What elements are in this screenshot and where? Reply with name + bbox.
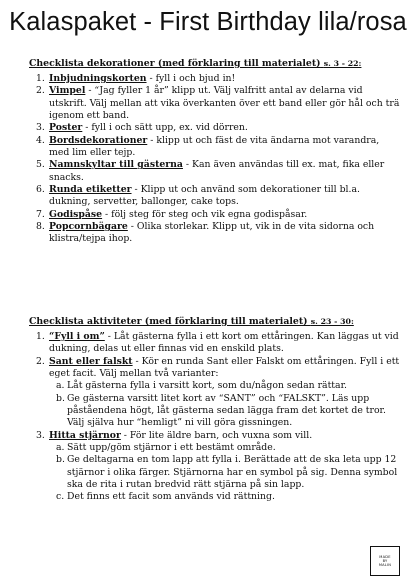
item-number: 3. <box>36 122 45 134</box>
sub-item-letter: a. <box>56 442 65 454</box>
item-term: Namnskyltar till gästerna <box>49 159 183 171</box>
logo-line: MADE <box>379 554 391 559</box>
activities-pages: s. 23 - 30: <box>310 317 354 326</box>
decorations-pages: s. 3 - 22: <box>323 59 362 68</box>
item-term: Bordsdekorationer <box>49 134 148 146</box>
item-term: Popcornbägare <box>49 221 128 233</box>
sub-item-letter: c. <box>56 491 65 503</box>
sub-list-item <box>56 392 402 430</box>
sub-list <box>49 442 402 504</box>
logo-line: BY <box>382 558 388 563</box>
item-number: 4. <box>36 134 45 146</box>
page-title: Kalaspaket - First Birthday lila/rosa <box>9 8 407 36</box>
item-number: 7. <box>36 208 45 220</box>
sub-item-text: Ge deltagarna en tom lapp att fylla i. Berättade att de ska leta upp 12 stjärnor i olika färger. Stjärnorna har en symbol på sig. Denna symbol ska de rita i rutan bredvid rätt stjärna på sin lapp. <box>67 454 398 491</box>
list-item <box>36 331 402 356</box>
item-number: 2. <box>36 355 45 367</box>
list-item <box>36 184 402 209</box>
item-text: - Kör en runda Sant eller Falskt om ettåringen. Fyll i ett eget facit. Välj mellan två varianter: <box>49 355 400 380</box>
item-term: Hitta stjärnor <box>49 429 121 441</box>
activities-section <box>29 315 402 504</box>
item-term: Sant eller falskt <box>49 355 133 367</box>
item-term: Runda etiketter <box>49 184 132 196</box>
logo-line: MALIN <box>378 563 392 568</box>
sub-item-text: Sätt upp/göm stjärnor i ett bestämt område. <box>67 442 276 454</box>
sub-item-letter: b. <box>56 392 65 404</box>
item-term: Vimpel <box>49 85 86 97</box>
sub-item-text: Ge gästerna varsitt litet kort av “SANT” och “FALSKT”. Läs upp påståendena högt, låt gästerna sedan lägga fram det kortet de tror. Välj själva hur “hemligt” ni vill göra gissningen. <box>67 392 386 429</box>
item-term: “Fyll i om” <box>49 331 105 342</box>
list-item <box>36 355 402 430</box>
item-number: 1. <box>36 73 45 84</box>
made-by-malin-logo <box>370 546 400 576</box>
sub-list <box>49 380 402 429</box>
sub-list-item <box>56 491 402 503</box>
item-number: 6. <box>36 184 45 196</box>
item-text: - fyll i och bjud in! <box>146 73 236 84</box>
list-item <box>36 134 402 160</box>
item-text: - Kan även användas till ex. mat, fika eller snacks. <box>49 159 385 183</box>
item-number: 1. <box>36 331 45 342</box>
item-number: 3. <box>36 429 45 441</box>
sub-list-item <box>56 442 402 454</box>
item-number: 2. <box>36 85 45 97</box>
list-item <box>36 122 402 134</box>
item-number: 5. <box>36 159 45 171</box>
sub-item-text: Låt gästerna fylla i varsitt kort, som du/någon sedan rättar. <box>67 380 347 392</box>
decorations-heading <box>29 57 402 70</box>
list-item <box>36 159 402 184</box>
sub-list-item <box>56 380 402 392</box>
sub-item-letter: b. <box>56 454 65 466</box>
item-term: Godispåse <box>49 208 103 220</box>
sub-item-text: Det finns ett facit som används vid rättning. <box>67 491 275 503</box>
list-item <box>36 73 402 85</box>
item-text: - fyll i och sätt upp, ex. vid dörren. <box>82 122 248 134</box>
list-item <box>36 208 402 221</box>
item-text: - Klipp ut och använd som dekorationer till bl.a. dukning, servetter, ballonger, cake tops. <box>49 184 360 208</box>
list-item <box>36 429 402 504</box>
sub-item-letter: a. <box>56 380 65 392</box>
decorations-heading-text: Checklista dekorationer (med förklaring till materialet) <box>29 58 321 69</box>
list-item <box>36 85 402 122</box>
item-text: - Låt gästerna fylla i ett kort om ettåringen. Kan läggas ut vid dukning, delas ut eller finnas vid en enskild plats. <box>49 331 399 355</box>
list-item <box>36 221 402 246</box>
item-text: - För lite äldre barn, och vuxna som vill. <box>120 429 313 441</box>
decorations-section <box>29 57 402 246</box>
activities-list <box>29 331 402 504</box>
item-term: Inbjudningskorten <box>49 73 147 84</box>
activities-heading <box>29 315 402 328</box>
item-text: - “Jag fyller 1 år” klipp ut. Välj valfritt antal av delarna vid utskrift. Välj mellan att vika överkanten över ett band eller gör hål och trä igenom ett band. <box>49 85 400 122</box>
item-text: - klipp ut och fäst de vita ändarna mot varandra, med lim eller tejp. <box>49 134 380 159</box>
item-text: - Olika storlekar. Klipp ut, vik in de vita sidorna och klistra/tejpa ihop. <box>49 221 375 245</box>
item-term: Poster <box>49 122 83 134</box>
sub-list-item <box>56 454 402 491</box>
activities-heading-text: Checklista aktiviteter (med förklaring till materialet) <box>29 316 308 327</box>
decorations-list <box>29 73 402 246</box>
item-text: - följ steg för steg och vik egna godispåsar. <box>102 208 308 220</box>
item-number: 8. <box>36 221 45 233</box>
